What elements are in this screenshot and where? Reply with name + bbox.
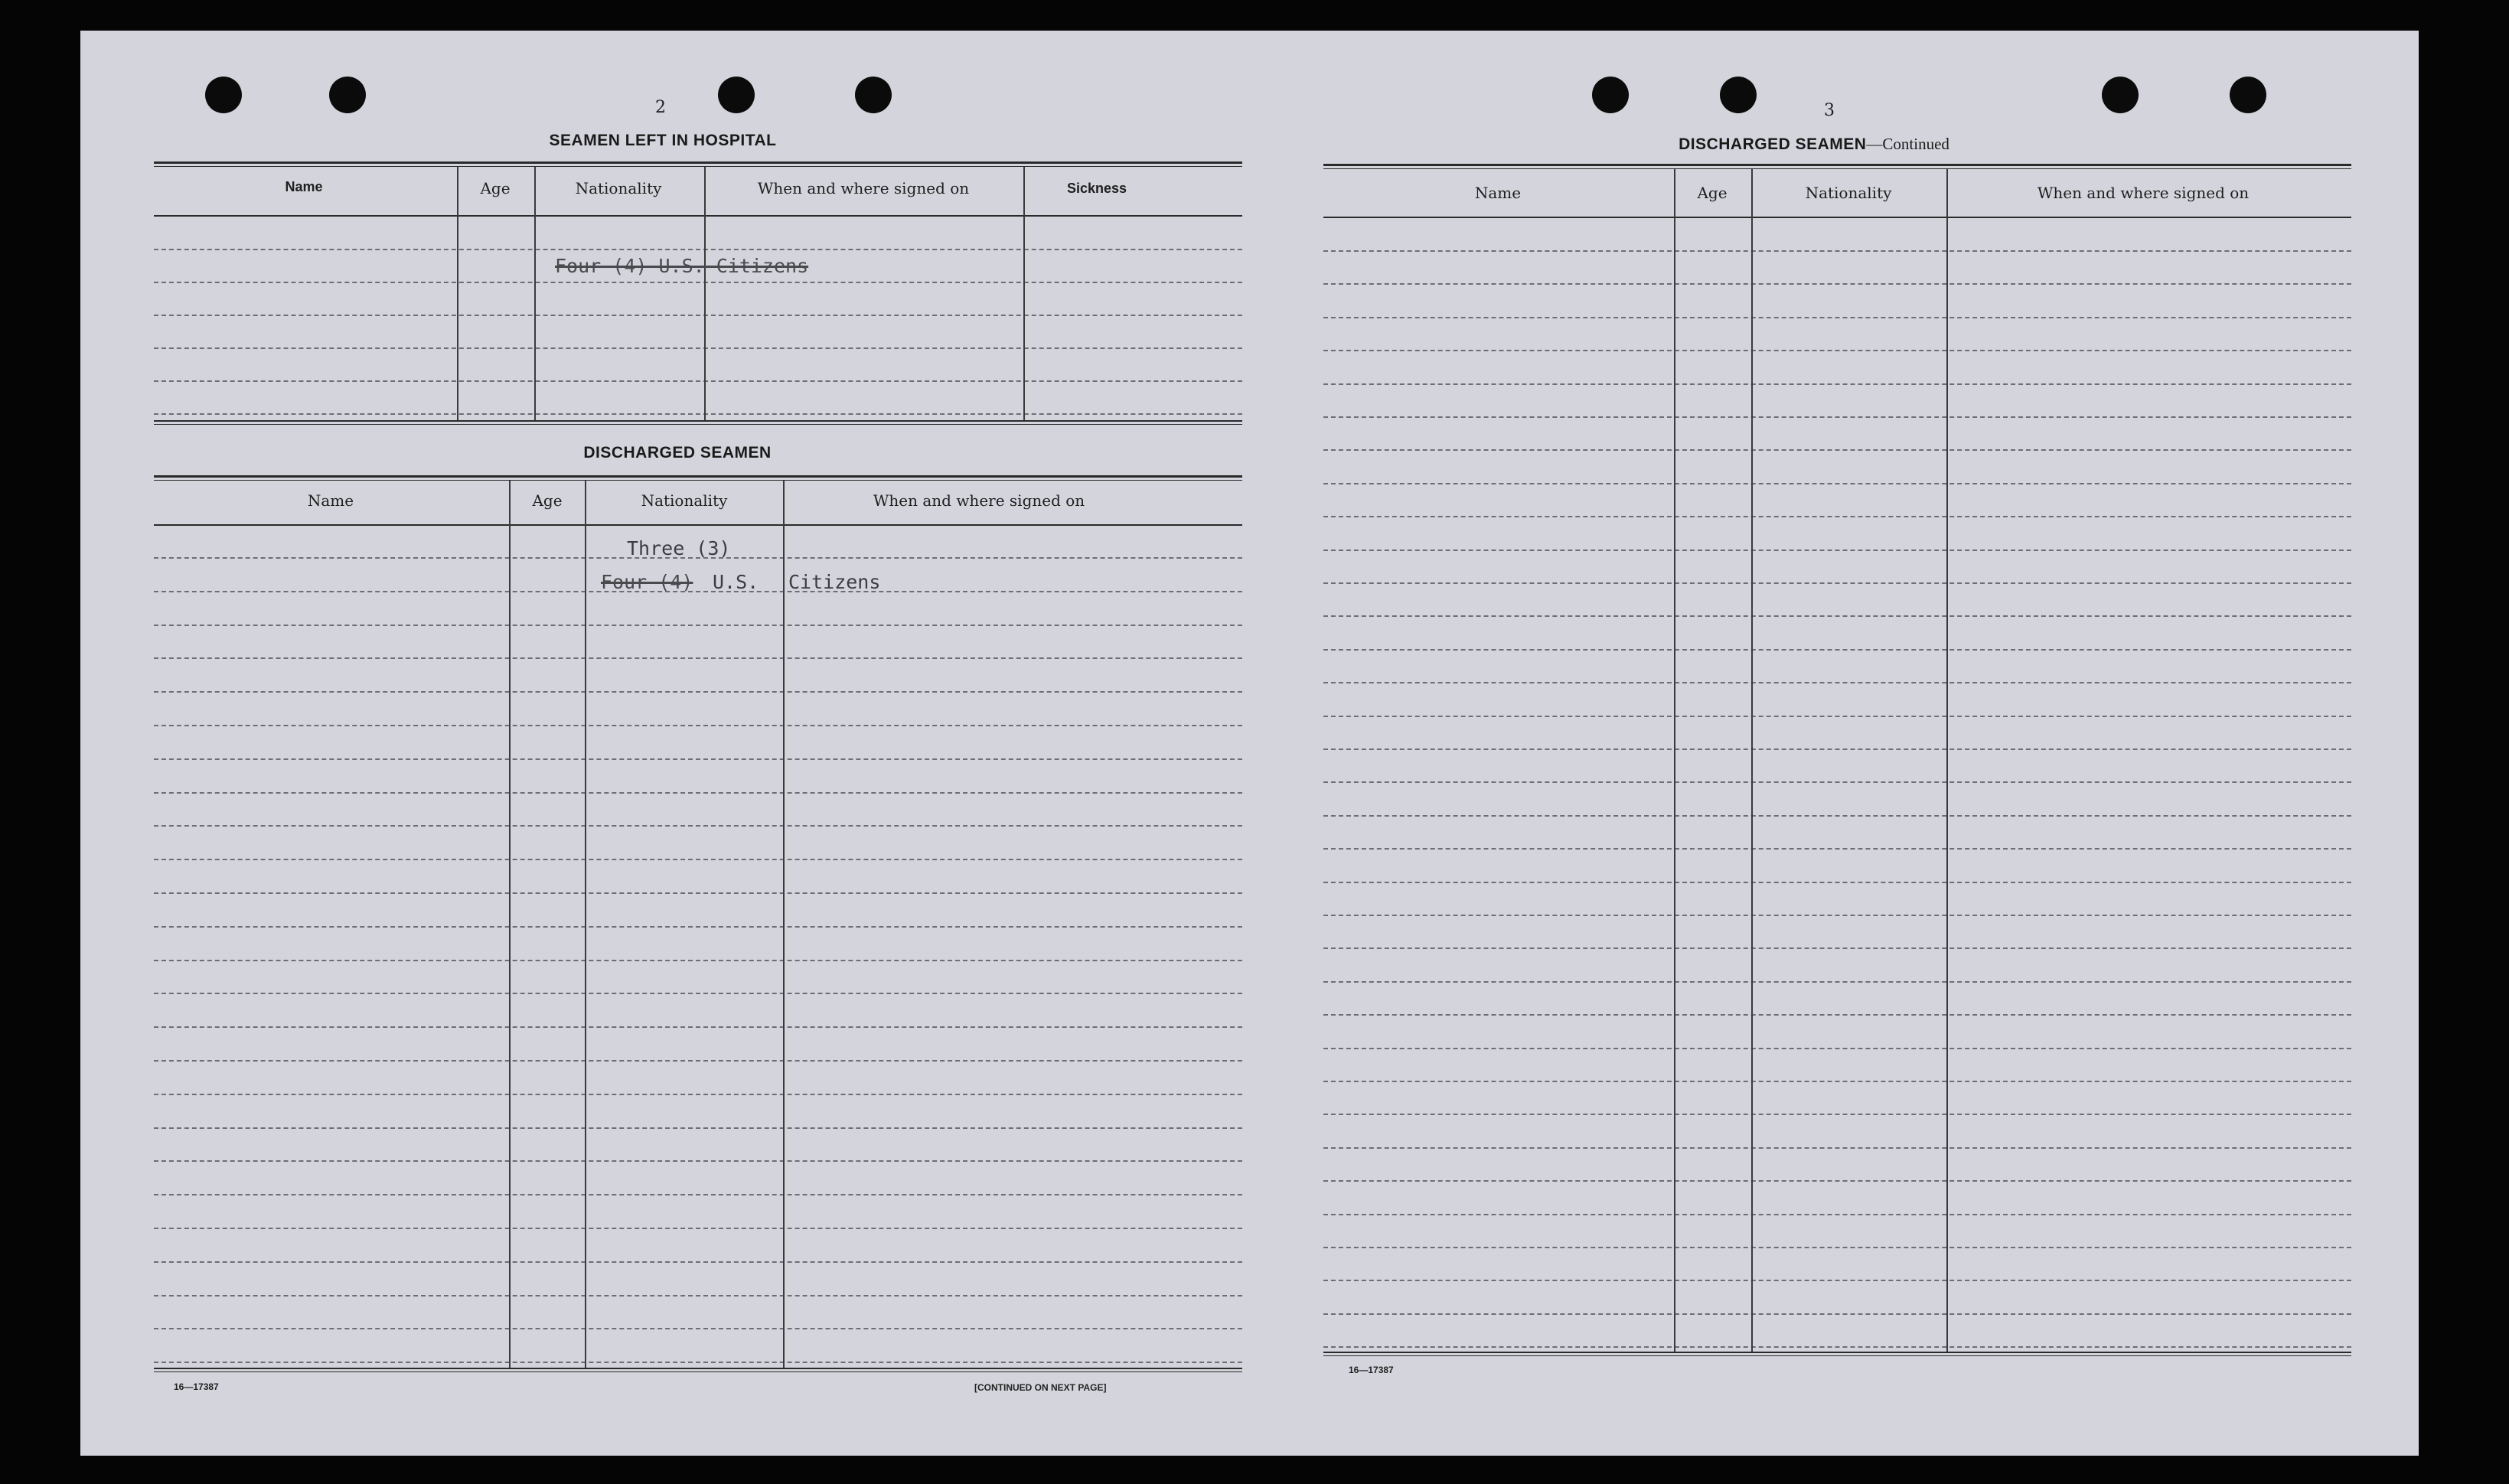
discharged-section-title: DISCHARGED SEAMEN	[583, 444, 772, 462]
punch-hole	[1720, 77, 1757, 113]
form-number-right: 16—17387	[1349, 1365, 1394, 1375]
table-row-line	[1323, 1346, 2351, 1348]
right-top-rule	[1323, 164, 2351, 166]
right-title-main: DISCHARGED SEAMEN	[1679, 135, 1867, 153]
discharged-col-age: Age	[532, 491, 563, 510]
table-row-line	[154, 380, 1242, 382]
table-row-line	[154, 758, 1242, 760]
hospital-col-name: Name	[285, 179, 323, 194]
table-row-line	[1323, 1081, 2351, 1082]
typed-count-line: Three (3)	[627, 537, 731, 559]
table-row-line	[1323, 1180, 2351, 1182]
table-row-line	[154, 1261, 1242, 1263]
table-row-line	[154, 691, 1242, 693]
table-row-line	[154, 413, 1242, 415]
table-row-line	[154, 859, 1242, 860]
table-row-line	[154, 591, 1242, 592]
table-row-line	[1323, 682, 2351, 683]
column-divider	[1674, 169, 1675, 1352]
discharged-col-nationality: Nationality	[641, 491, 728, 510]
table-row-line	[154, 657, 1242, 659]
table-row-line	[154, 1060, 1242, 1062]
table-row-line	[154, 249, 1242, 250]
column-divider	[1946, 169, 1948, 1352]
table-row-line	[154, 792, 1242, 794]
right-col-name: Name	[1474, 184, 1522, 202]
table-row-line	[1323, 716, 2351, 717]
table-row-line	[154, 725, 1242, 726]
discharged-col-name: Name	[307, 491, 354, 510]
table-row-line	[154, 1228, 1242, 1229]
discharged-top-rule-thin	[154, 480, 1242, 481]
punch-hole	[205, 77, 242, 113]
discharged-col-signed-on: When and where signed on	[873, 491, 1085, 510]
discharged-header-rule	[154, 524, 1242, 526]
table-row-line	[1323, 550, 2351, 551]
punch-hole	[855, 77, 892, 113]
table-row-line	[154, 960, 1242, 961]
hospital-top-rule-thin	[154, 166, 1242, 167]
right-bottom-rule	[1323, 1352, 2351, 1353]
hospital-bottom-rule	[154, 420, 1242, 422]
table-row-line	[1323, 915, 2351, 916]
right-col-nationality: Nationality	[1805, 184, 1892, 202]
table-row-line	[154, 825, 1242, 827]
hospital-col-signed-on: When and where signed on	[757, 179, 970, 197]
table-row-line	[154, 282, 1242, 283]
table-row-line	[1323, 483, 2351, 484]
table-row-line	[1323, 350, 2351, 351]
right-header-rule	[1323, 217, 2351, 218]
table-row-line	[154, 892, 1242, 894]
right-col-signed-on: When and where signed on	[2037, 184, 2250, 202]
hospital-col-sickness: Sickness	[1066, 181, 1127, 196]
table-row-line	[1323, 1014, 2351, 1016]
ledger-spread	[80, 31, 2419, 1456]
table-row-line	[1323, 1280, 2351, 1281]
discharged-bottom-rule	[154, 1368, 1242, 1369]
punch-hole	[1592, 77, 1629, 113]
table-row-line	[1323, 947, 2351, 949]
hospital-section-title: SEAMEN LEFT IN HOSPITAL	[549, 132, 777, 149]
table-row-line	[1323, 1048, 2351, 1049]
punch-hole	[2102, 77, 2139, 113]
table-row-line	[154, 1160, 1242, 1162]
column-divider	[534, 167, 536, 420]
table-row-line	[154, 1026, 1242, 1028]
hospital-col-age: Age	[480, 179, 511, 197]
right-top-rule-thin	[1323, 168, 2351, 169]
column-divider	[783, 481, 785, 1368]
table-row-line	[1323, 615, 2351, 617]
table-row-line	[1323, 1313, 2351, 1315]
table-row-line	[1323, 749, 2351, 750]
punch-hole	[718, 77, 755, 113]
table-row-line	[1323, 582, 2351, 584]
table-row-line	[1323, 882, 2351, 883]
table-row-line	[1323, 449, 2351, 451]
table-row-line	[154, 625, 1242, 626]
column-divider	[585, 481, 586, 1368]
right-bottom-rule-thin	[1323, 1355, 2351, 1356]
column-divider	[1751, 169, 1753, 1352]
right-section-title	[1679, 135, 1949, 154]
punch-hole	[2230, 77, 2266, 113]
continued-note: [CONTINUED ON NEXT PAGE]	[974, 1382, 1107, 1393]
typed-nationality: U.S.	[713, 571, 759, 593]
hospital-col-nationality: Nationality	[575, 179, 662, 197]
table-row-line	[154, 1328, 1242, 1329]
hospital-bottom-rule-thin	[154, 424, 1242, 425]
hospital-top-rule	[154, 161, 1242, 164]
table-row-line	[1323, 1247, 2351, 1248]
discharged-top-rule	[154, 475, 1242, 478]
table-row-line	[1323, 317, 2351, 318]
column-divider	[457, 167, 458, 420]
table-row-line	[1323, 416, 2351, 418]
table-row-line	[1323, 1114, 2351, 1115]
column-divider	[704, 167, 706, 420]
table-row-line	[1323, 516, 2351, 517]
table-row-line	[154, 1127, 1242, 1129]
discharged-bottom-rule-thin	[154, 1371, 1242, 1372]
table-row-line	[1323, 283, 2351, 285]
typed-struck-word: Four (4)	[601, 571, 693, 593]
hospital-struck-entry: Four (4) U.S. Citizens	[555, 255, 809, 277]
table-row-line	[154, 1295, 1242, 1296]
form-number-left: 16—17387	[174, 1381, 219, 1392]
punch-hole	[329, 77, 366, 113]
table-row-line	[1323, 383, 2351, 385]
table-row-line	[154, 1194, 1242, 1195]
table-row-line	[154, 315, 1242, 316]
table-row-line	[154, 993, 1242, 994]
right-col-age: Age	[1697, 184, 1728, 202]
page-number-left: 2	[655, 98, 666, 117]
table-row-line	[1323, 981, 2351, 983]
table-row-line	[1323, 1147, 2351, 1149]
hospital-header-rule	[154, 215, 1242, 217]
table-row-line	[154, 1362, 1242, 1363]
table-row-line	[1323, 649, 2351, 651]
right-title-suffix: —Continued	[1866, 135, 1949, 153]
table-row-line	[1323, 815, 2351, 817]
table-row-line	[1323, 781, 2351, 783]
table-row-line	[1323, 848, 2351, 850]
column-divider	[1023, 167, 1025, 420]
page-number-right: 3	[1824, 101, 1835, 120]
table-row-line	[1323, 1214, 2351, 1215]
table-row-line	[154, 347, 1242, 349]
typed-citizens: Citizens	[788, 571, 881, 593]
table-row-line	[154, 926, 1242, 928]
table-row-line	[154, 1094, 1242, 1095]
column-divider	[509, 481, 511, 1368]
table-row-line	[1323, 250, 2351, 252]
